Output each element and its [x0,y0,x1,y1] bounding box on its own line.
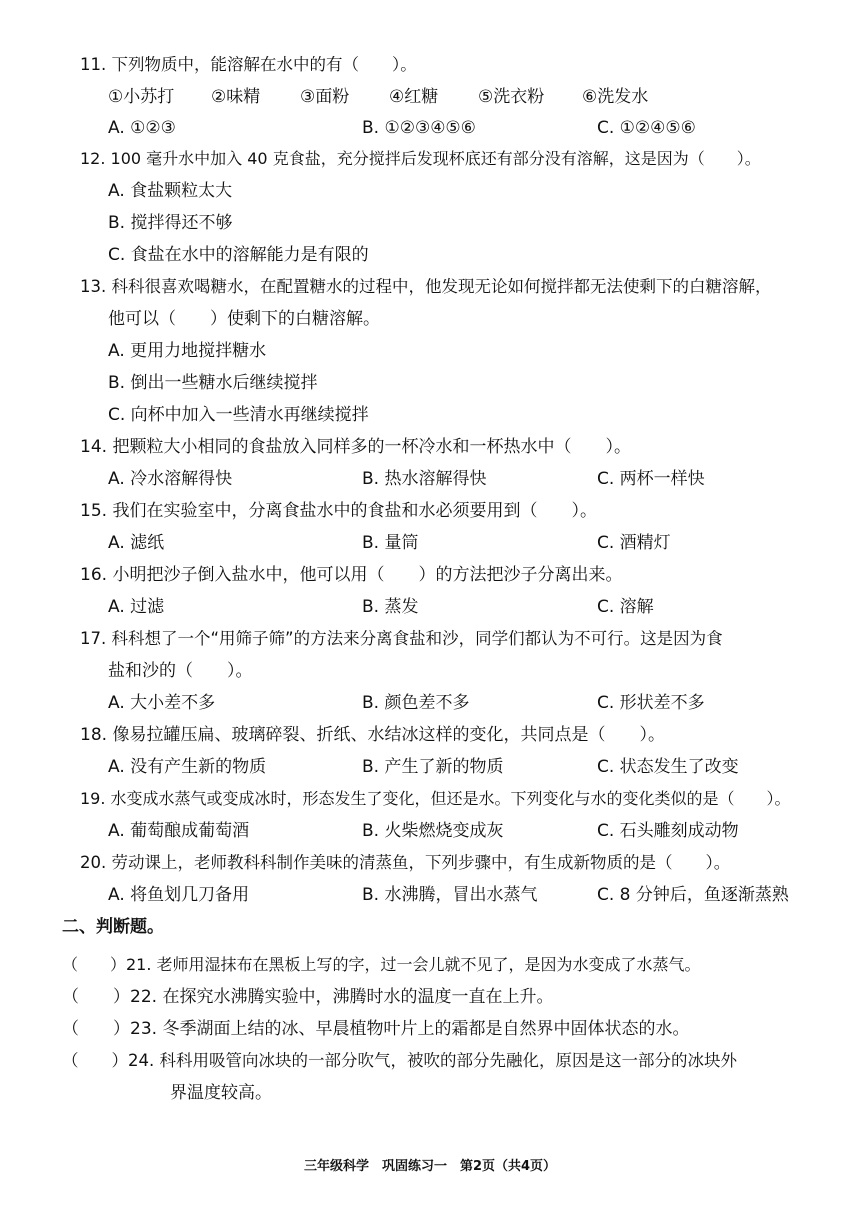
q20-option-b: B. 水沸腾，冒出水蒸气 [362,885,538,905]
question-17-stem-line1: 17. 科科想了一个“用筛子筛”的方法来分离食盐和沙，同学们都认为不可行。这是因为食 [80,629,723,648]
question-15-options [0,532,860,554]
q20-option-a: A. 将鱼划几刀备用 [108,885,250,905]
question-14-options [0,468,860,490]
question-11-stem: 11. 下列物质中，能溶解在水中的有（ ）。 [80,55,417,74]
question-12-stem: 12. 100 毫升水中加入 40 克食盐，充分搅拌后发现杯底还有部分没有溶解，这是因为（ ）。 [80,149,761,168]
q15-option-b: B. 量筒 [362,533,419,553]
question-13-stem-line2: 他可以（ ）使剩下的白糖溶解。 [108,309,380,329]
question-15-stem: 15. 我们在实验室中，分离食盐水中的食盐和水必须要用到（ ）。 [80,501,597,521]
q13-option-a: A. 更用力地搅拌糖水 [108,341,267,361]
question-17-options [0,692,860,714]
question-11-options [0,117,860,139]
q14-option-b: B. 热水溶解得快 [362,469,487,489]
q11-item-3: ③面粉 [300,87,350,107]
q11-option-a: A. ①②③ [108,118,176,138]
judgment-item-23: （ ）23. 冬季湖面上结的冰、早晨植物叶片上的霜都是自然界中固体状态的水。 [62,1019,690,1039]
q16-option-b: B. 蒸发 [362,597,419,617]
q12-option-a: A. 食盐颗粒太大 [108,181,233,201]
q19-option-c: C. 石头雕刻成动物 [597,821,739,841]
q11-item-5: ⑤洗衣粉 [478,87,545,107]
q15-option-a: A. 滤纸 [108,533,165,553]
q12-option-c: C. 食盐在水中的溶解能力是有限的 [108,245,369,265]
q12-option-b: B. 搅拌得还不够 [108,213,233,233]
q18-option-a: A. 没有产生新的物质 [108,757,267,777]
q11-item-4: ④红糖 [389,87,439,107]
q20-option-c: C. 8 分钟后，鱼逐渐蒸熟 [597,885,789,905]
question-19-options [0,820,860,842]
q18-option-c: C. 状态发生了改变 [597,757,739,777]
question-11-items [0,86,860,108]
q17-option-a: A. 大小差不多 [108,693,216,713]
question-18-options [0,756,860,778]
q15-option-c: C. 酒精灯 [597,533,671,553]
question-20-options [0,884,860,906]
q13-option-b: B. 倒出一些糖水后继续搅拌 [108,373,318,393]
judgment-item-21: （ ）21. 老师用湿抹布在黑板上写的字，过一会儿就不见了，是因为水变成了水蒸气。 [62,955,701,974]
q11-item-6: ⑥洗发水 [582,87,649,107]
question-17-stem-line2: 盐和沙的（ ）。 [108,661,253,681]
question-14-stem: 14. 把颗粒大小相同的食盐放入同样多的一杯冷水和一杯热水中（ ）。 [80,437,631,457]
judgment-item-24: （ ）24. 科科用吸管向冰块的一部分吹气，被吹的部分先融化，原因是这一部分的冰块外 [62,1051,737,1070]
question-16-options [0,596,860,618]
question-16-stem: 16. 小明把沙子倒入盐水中，他可以用（ ）的方法把沙子分离出来。 [80,565,623,585]
q16-option-c: C. 溶解 [597,597,654,617]
q19-option-b: B. 火柴燃烧变成灰 [362,821,504,841]
q13-option-c: C. 向杯中加入一些清水再继续搅拌 [108,405,369,425]
question-18-stem: 18. 像易拉罐压扁、玻璃碎裂、折纸、水结冰这样的变化，共同点是（ ）。 [80,725,665,745]
q19-option-a: A. 葡萄酿成葡萄酒 [108,821,250,841]
question-20-stem: 20. 劳动课上，老师教科科制作美味的清蒸鱼，下列步骤中，有生成新物质的是（ ）。 [80,853,731,872]
question-13-stem-line1: 13. 科科很喜欢喝糖水，在配置糖水的过程中，他发现无论如何搅拌都无法使剩下的白糖溶解， [80,277,772,296]
q18-option-b: B. 产生了新的物质 [362,757,504,777]
section-2-heading: 二、判断题。 [62,917,164,937]
page-footer: 三年级科学 巩固练习一 第2页（共4页） [303,1159,557,1174]
q11-item-2: ②味精 [211,87,261,107]
q11-option-c: C. ①②④⑤⑥ [597,118,696,138]
question-19-stem: 19. 水变成水蒸气或变成冰时，形态发生了变化，但还是水。下列变化与水的变化类似的是（ ）。 [80,789,791,808]
judgment-item-24-continued: 界温度较高。 [170,1083,272,1103]
q14-option-a: A. 冷水溶解得快 [108,469,233,489]
q16-option-a: A. 过滤 [108,597,165,617]
q17-option-c: C. 形状差不多 [597,693,705,713]
q14-option-c: C. 两杯一样快 [597,469,705,489]
judgment-item-22: （ ）22. 在探究水沸腾实验中，沸腾时水的温度一直在上升。 [62,987,554,1007]
q17-option-b: B. 颜色差不多 [362,693,470,713]
q11-item-1: ①小苏打 [108,87,175,107]
q11-option-b: B. ①②③④⑤⑥ [362,118,476,138]
